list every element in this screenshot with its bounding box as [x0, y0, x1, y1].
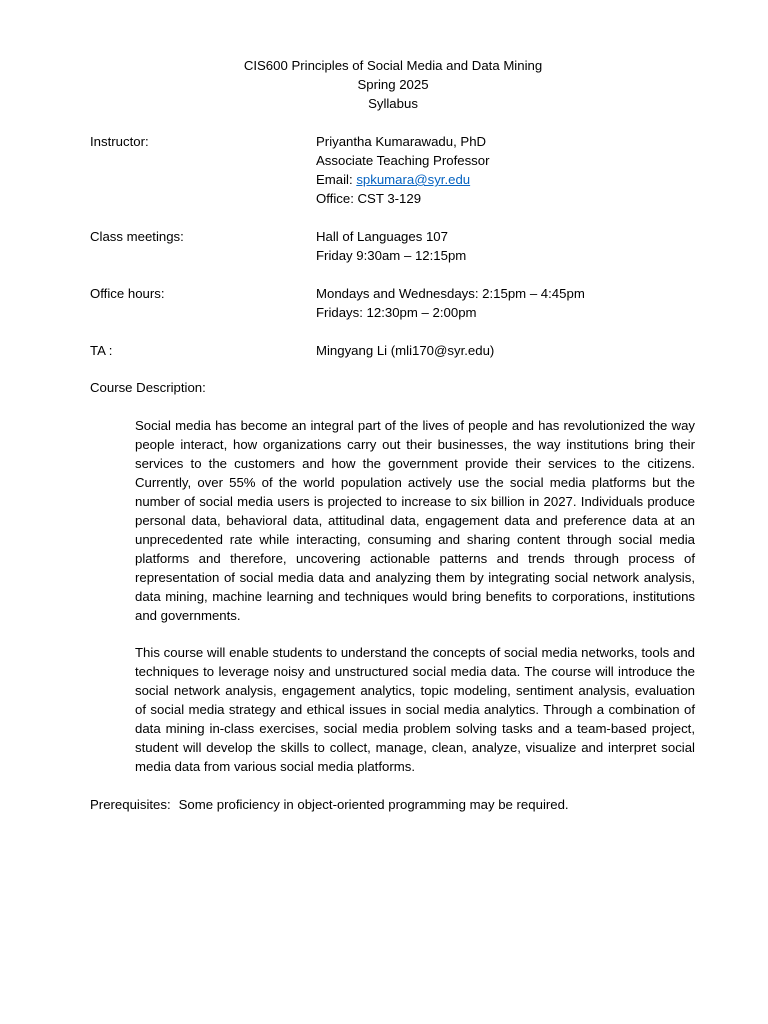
email-prefix: Email: — [316, 172, 357, 187]
instructor-title: Associate Teaching Professor — [316, 153, 490, 168]
office-hours-line-1: Mondays and Wednesdays: 2:15pm – 4:45pm — [316, 286, 585, 301]
course-title: CIS600 Principles of Social Media and Data Mining — [243, 58, 543, 73]
instructor-details — [316, 132, 489, 208]
prerequisites-section — [90, 795, 569, 814]
ta-label: TA : — [90, 343, 113, 358]
prerequisites-text: Some proficiency in object-oriented programming may be required. — [178, 797, 569, 812]
ta-name: Mingyang Li (mli170@syr.edu) — [316, 343, 495, 358]
course-description-heading: Course Description: — [90, 380, 206, 395]
instructor-email-link[interactable]: spkumara@syr.edu — [356, 172, 471, 187]
ta-details — [316, 341, 494, 360]
course-description-paragraph-1: Social media has become an integral part of the lives of people and has revolutionized the way people interact, how organizations carry out their businesses, the way institutions bring their services to the customers and how the government provide their services to the citizens. Currently, over 55% of the world population actively use the social media platforms but the number of social media users is projected to increase to six billion in 2027. Individuals produce personal data, behavioral data, attitudinal data, engagement data and preference data at an unprecedented rate while interacting, consuming and sharing content through social media platforms and therefore, uncovering actionable patterns and trends through process of representation of social media data and analyzing them by integrating social network analysis, data mining, machine learning and techniques would bring benefits to corporations, institutions and governments. — [135, 418, 695, 623]
document-type: Syllabus — [368, 96, 418, 111]
class-meetings-label: Class meetings: — [90, 229, 184, 244]
class-time: Friday 9:30am – 12:15pm — [316, 248, 467, 263]
class-location: Hall of Languages 107 — [316, 229, 448, 244]
office-hours-line-2: Fridays: 12:30pm – 2:00pm — [316, 305, 477, 320]
instructor-email-line — [316, 170, 489, 189]
class-meetings-details — [316, 227, 466, 265]
office-hours-label: Office hours: — [90, 286, 165, 301]
prerequisites-label: Prerequisites: — [90, 797, 171, 812]
term: Spring 2025 — [357, 77, 429, 92]
instructor-name: Priyantha Kumarawadu, PhD — [316, 134, 487, 149]
instructor-label: Instructor: — [90, 134, 149, 149]
course-description-paragraph-2: This course will enable students to understand the concepts of social media networks, tools and techniques to leverage noisy and unstructured social media data. The course will introduce the social network analysis, engagement analytics, topic modeling, sentiment analysis, evaluation of social media strategy and ethical issues in social media analytics. Through a combination of data mining in-class exercises, social media problem solving tasks and a team-based project, student will develop the skills to collect, manage, clean, analyze, visualize and interpret social media data from various social media platforms. — [135, 645, 695, 774]
instructor-office: Office: CST 3-129 — [316, 191, 422, 206]
document-header — [0, 56, 768, 113]
office-hours-details — [316, 284, 585, 322]
